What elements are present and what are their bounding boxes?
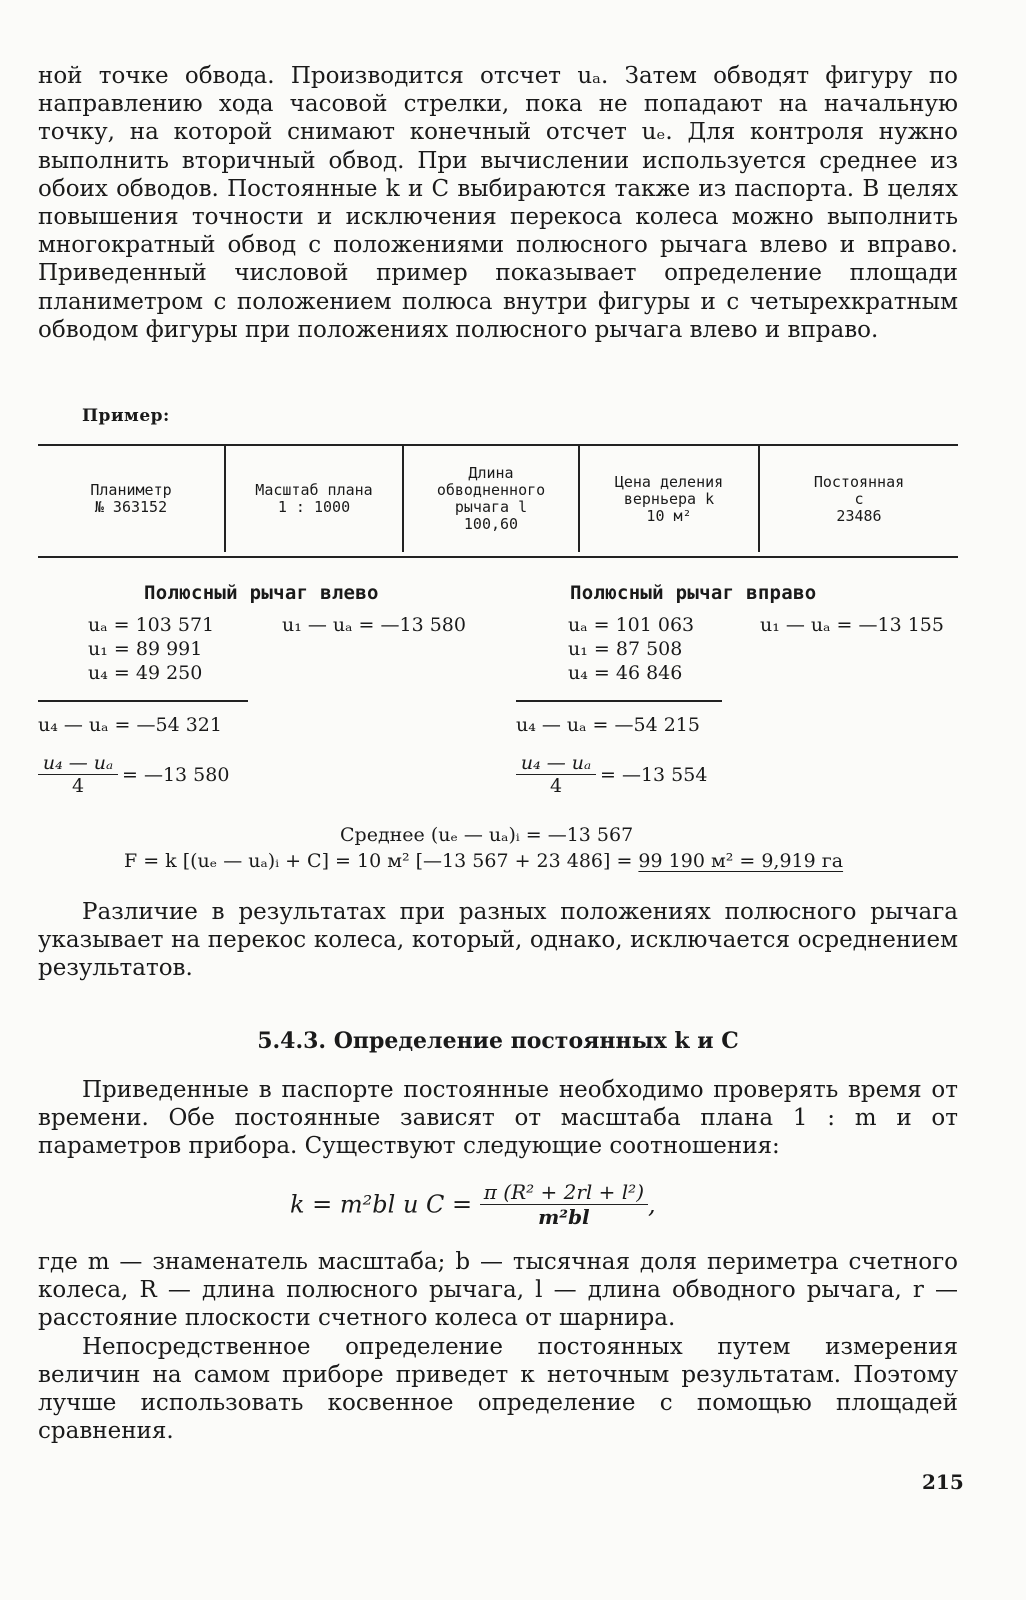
constants-text: Приведенные в паспорте постоянные необходимо проверять время от времени. Обе постоянные зависят от масштаба плана 1 : m и от параметров прибора. Существуют следующие соотношения: — [38, 1077, 958, 1160]
right-fraction — [516, 752, 596, 797]
left-frac-value: = —13 580 — [122, 764, 230, 786]
planimeter-cell — [38, 452, 224, 546]
right-diff4: u₄ — uₐ = —54 215 — [516, 714, 700, 736]
left-u4: u₄ = 49 250 — [88, 662, 203, 684]
left-sum-rule — [38, 700, 248, 702]
cell-line: Масштаб плана — [255, 481, 373, 499]
right-frac-num: u₄ — uₐ — [516, 752, 596, 775]
discussion-text: Различие в результатах при разных положениях полюсного рычага указывает на перекос колеса, который, однако, исключается осреднением результатов. — [38, 899, 958, 982]
cell-line: Постоянная — [813, 472, 905, 491]
constants-block — [38, 1076, 958, 1161]
cell-line: рычага l — [454, 498, 528, 516]
cell-line: обводненного — [436, 481, 546, 499]
definitions-block — [38, 1248, 958, 1445]
mean-line: Среднее (uₑ — uₐ)ᵢ = —13 567 — [340, 824, 634, 846]
left-diff1: u₁ — uₐ = —13 580 — [282, 614, 466, 636]
area-result: 99 190 м² = 9,919 га — [638, 850, 844, 872]
arm-length-cell — [404, 452, 578, 546]
right-sum-rule — [516, 700, 722, 702]
intro-text: ной точке обвода. Производится отсчет uₐ. Затем обводят фигуру по направлению хода часовой стрелки, пока не попадают на начальную точку, на которой снимают конечный отсчет uₑ. Для контроля нужно выполнить вторичный обвод. При вычислении используется среднее из обоих обводов. Постоянные k и C выбираются также из паспорта. В целях повышения точности и исключения перекоса колеса можно выполнить многократный обвод с положениями полюсного рычага влево и вправо. Приведенный числовой пример показывает определение площади планиметром с положением полюса внутри фигуры и с четырехкратным обводом фигуры при положениях полюсного рычага влево и вправо. — [38, 63, 958, 343]
cell-line: 23486 — [836, 506, 882, 525]
scale-cell — [226, 452, 402, 546]
top-paragraph — [38, 62, 958, 344]
right-u1: u₁ = 87 508 — [568, 638, 683, 660]
cell-line: 10 м² — [646, 506, 692, 525]
left-frac-num: u₄ — uₐ — [38, 752, 118, 775]
formula-fraction — [480, 1180, 648, 1229]
constants-formula — [290, 1180, 656, 1229]
cell-line: Планиметр — [90, 481, 172, 499]
cell-line: верньера k — [623, 489, 715, 508]
right-frac-value: = —13 554 — [600, 764, 708, 786]
cell-line: c — [854, 489, 864, 508]
left-ua: uₐ = 103 571 — [88, 614, 215, 636]
formula-comma: , — [648, 1190, 656, 1219]
cell-line: № 363152 — [94, 498, 168, 516]
left-u1: u₁ = 89 991 — [88, 638, 203, 660]
right-heading: Полюсный рычаг вправо — [570, 582, 817, 604]
cell-line: 1 : 1000 — [277, 498, 351, 516]
right-u4: u₄ = 46 846 — [568, 662, 683, 684]
page-number: 215 — [922, 1470, 964, 1494]
discussion-block — [38, 898, 958, 983]
example-label: Пример: — [82, 406, 170, 426]
definitions-text: где m — знаменатель масштаба; b — тысячная доля периметра счетного колеса, R — длина полюсного рычага, l — длина обводного рычага, r — расстояние плоскости счетного колеса от шарнира. — [38, 1249, 958, 1332]
parameters-table — [38, 444, 958, 558]
cell-line: Длина — [468, 464, 514, 482]
formula-left: k = m²bl и C = — [290, 1190, 480, 1219]
left-frac-den: 4 — [71, 775, 85, 797]
right-ua: uₐ = 101 063 — [568, 614, 695, 636]
cell-line: Цена деления — [614, 472, 724, 491]
left-heading: Полюсный рычаг влево — [144, 582, 379, 604]
formula-num: π (R² + 2rl + l²) — [480, 1180, 648, 1205]
right-frac-den: 4 — [549, 775, 563, 797]
area-formula-left: F = k [(uₑ — uₐ)ᵢ + C] = 10 м² [—13 567 + 23 486] = — [124, 850, 639, 872]
cell-line: 100,60 — [463, 515, 519, 533]
vernier-cell — [580, 452, 758, 546]
right-diff1: u₁ — uₐ = —13 155 — [760, 614, 944, 636]
formula-den: m²bl — [538, 1205, 590, 1229]
left-diff4: u₄ — uₐ = —54 321 — [38, 714, 222, 736]
conclusion-text: Непосредственное определение постоянных путем измерения величин на самом приборе приведет к неточным результатам. Поэтому лучше использовать косвенное определение с помощью площадей сравнения. — [38, 1333, 958, 1445]
constant-cell — [760, 452, 958, 546]
left-fraction — [38, 752, 118, 797]
section-title: 5.4.3. Определение постоянных k и C — [257, 1028, 739, 1054]
area-formula — [124, 850, 843, 872]
